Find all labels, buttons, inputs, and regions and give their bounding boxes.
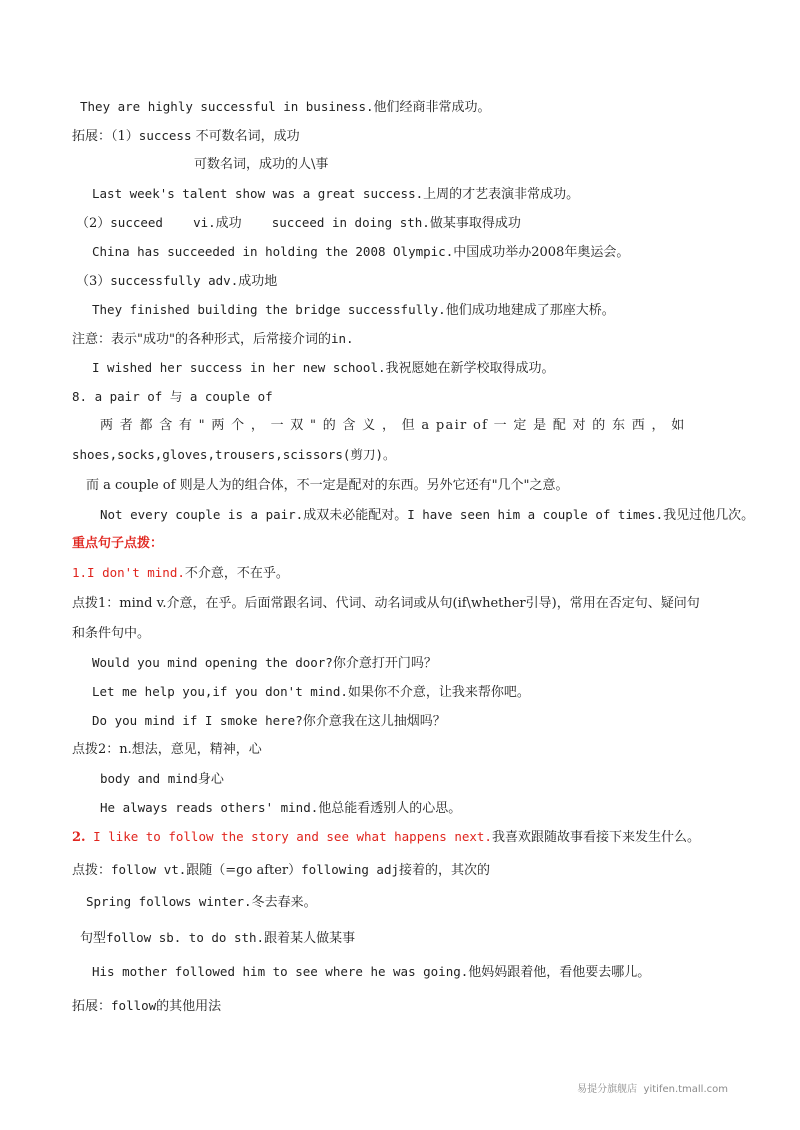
example-sentence: Let me help you,if you don't mind.如果你不介意，让我来帮你吧。 — [92, 684, 530, 700]
key-sentences-heading: 重点句子点拨： — [72, 536, 164, 551]
example-sentence: China has succeeded in holding the 2008 Olympic.中国成功举办2008年奥运会。 — [92, 244, 630, 260]
example-sentence: Not every couple is a pair.成双未必能配对。I have seen him a couple of times.我见过他几次。 — [100, 507, 755, 523]
extension-item: （3）successfully adv.成功地 — [76, 273, 278, 289]
extension-item: （2）succeed vi.成功 succeed in doing sth.做某事取得成功 — [76, 215, 521, 231]
explanation: 两 者 都 含 有 " 两 个 ， 一 双 " 的 含 义 ， 但 a pair of 一 定 是 配 对 的 东 西 ， 如 — [100, 418, 686, 433]
explanation: 而 a couple of 则是人为的组合体，不一定是配对的东西。另外它还有"几个"之意。 — [86, 478, 569, 493]
section-heading: 8. a pair of 与 a couple of — [72, 389, 273, 404]
example-sentence: I wished her success in her new school.我祝愿她在新学校取得成功。 — [92, 360, 555, 376]
extension-note: 可数名词，成功的人\事 — [194, 157, 329, 172]
example-sentence: Do you mind if I smoke here?你介意我在这儿抽烟吗？ — [92, 713, 446, 729]
example-phrase: body and mind身心 — [100, 771, 224, 787]
explanation: shoes,socks,gloves,trousers,scissors(剪刀)。 — [72, 447, 396, 462]
sentence-pattern: 句型follow sb. to do sth.跟着某人做某事 — [80, 930, 356, 946]
example-sentence: Spring follows winter.冬去春来。 — [86, 894, 317, 910]
explanation: 点拨2：n.想法，意见，精神，心 — [72, 742, 262, 757]
example-sentence: Last week's talent show was a great success.上周的才艺表演非常成功。 — [92, 186, 580, 202]
key-sentence: 1.I don't mind.不介意，不在乎。 — [72, 565, 289, 581]
example-sentence: Would you mind opening the door?你介意打开门吗？ — [92, 655, 437, 671]
explanation: 和条件句中。 — [72, 626, 151, 641]
footer-watermark: 易提分旗舰店 yitifen.tmall.com — [577, 1084, 728, 1095]
example-sentence: They are highly successful in business.他们经商非常成功。 — [80, 99, 491, 115]
example-sentence: They finished building the bridge successfully.他们成功地建成了那座大桥。 — [92, 302, 615, 318]
explanation: 点拨1：mind v.介意，在乎。后面常跟名词、代词、动名词或从句(if\whether引导)，常用在否定句、疑问句 — [72, 596, 700, 611]
explanation: 点拨：follow vt.跟随（=go after）following adj接着的，其次的 — [72, 862, 491, 878]
note: 注意：表示"成功"的各种形式，后常接介词的in. — [72, 331, 354, 347]
extension-heading: 拓展：（1）success 不可数名词，成功 — [72, 128, 300, 144]
example-sentence: He always reads others' mind.他总能看透别人的心思。 — [100, 800, 462, 816]
example-sentence: His mother followed him to see where he was going.他妈妈跟着他，看他要去哪儿。 — [92, 964, 651, 980]
key-sentence: 2. I like to follow the story and see what happens next.我喜欢跟随故事看接下来发生什么。 — [72, 829, 700, 845]
extension-heading: 拓展：follow的其他用法 — [72, 998, 222, 1014]
